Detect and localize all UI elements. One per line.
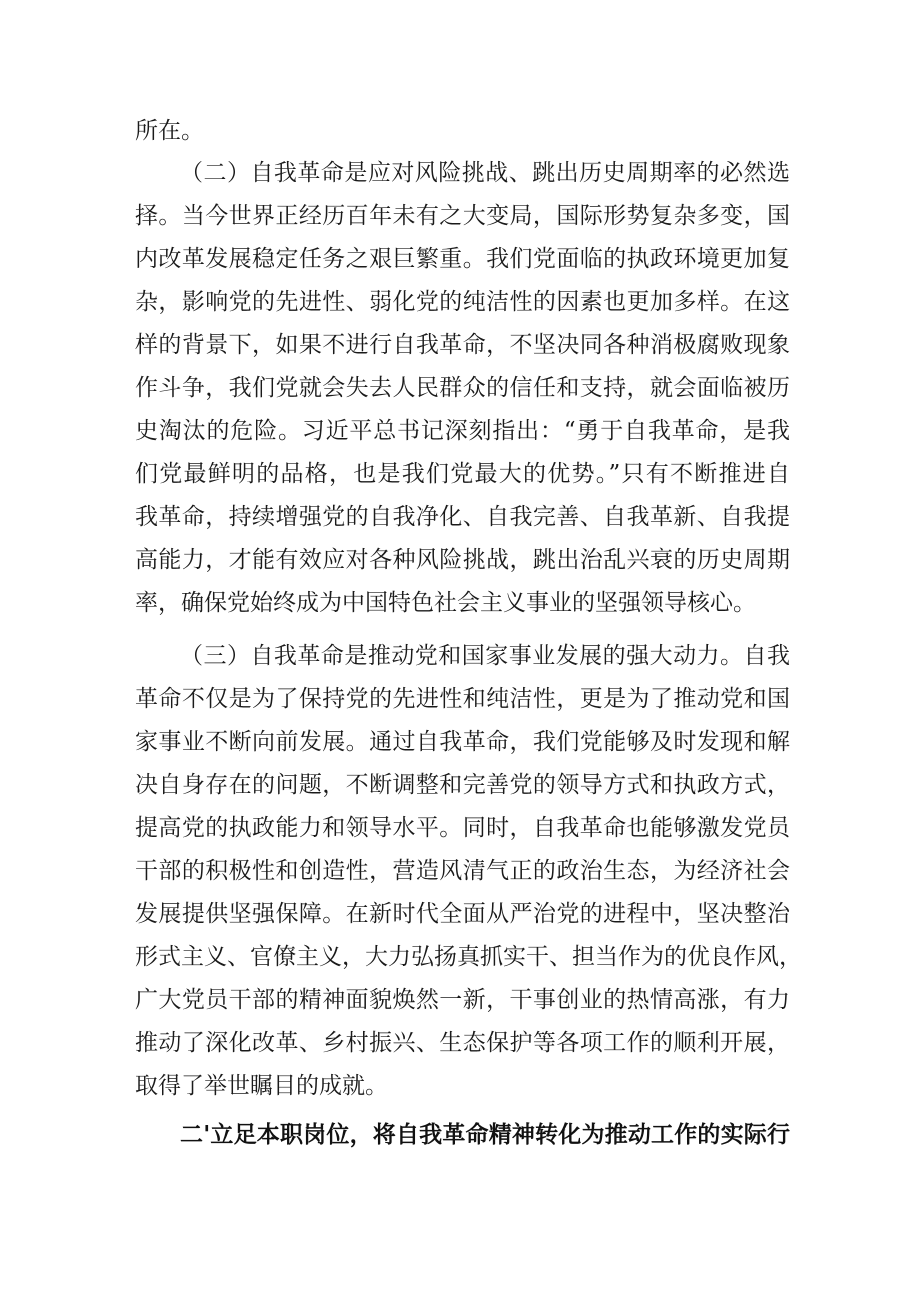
paragraph-line: 取得了举世瞩目的成就。: [135, 1073, 388, 1099]
paragraph-line: 推动了深化改革、乡村振兴、生态保护等各项工作的顺利开展，: [135, 1030, 790, 1056]
paragraph-line: 提高党的执政能力和领导水平。同时，自我革命也能够激发党员: [135, 815, 790, 841]
paragraph-line: 内改革发展稳定任务之艰巨繁重。我们党面临的执政环境更加复: [135, 246, 790, 272]
paragraph-line: 史淘汰的危险。习近平总书记深刻指出：“勇于自我革命，是我: [135, 418, 790, 444]
paragraph-line: 择。当今世界正经历百年未有之大变局，国际形势复杂多变，国: [135, 203, 790, 229]
paragraph-line: 率，确保党始终成为中国特色社会主义事业的坚强领导核心。: [135, 590, 756, 616]
paragraph-line: （二）自我革命是应对风险挑战、跳出历史周期率的必然选: [180, 160, 790, 186]
paragraph-line: 革命不仅是为了保持党的先进性和纯洁性，更是为了推动党和国: [135, 686, 790, 712]
paragraph-line: 广大党员干部的精神面貌焕然一新，干事创业的热情高涨，有力: [135, 987, 790, 1013]
paragraph-line: 高能力，才能有效应对各种风险挑战，跳出治乱兴衰的历史周期: [135, 547, 790, 573]
paragraph-line: 决自身存在的问题，不断调整和完善党的领导方式和执政方式，: [135, 772, 790, 798]
paragraph-line: 样的背景下，如果不进行自我革命，不坚决同各种消极腐败现象: [135, 332, 790, 358]
paragraph-line: 杂，影响党的先进性、弱化党的纯洁性的因素也更加多样。在这: [135, 289, 790, 315]
section-heading: 二'立足本职岗位，将自我革命精神转化为推动工作的实际行: [180, 1122, 790, 1148]
paragraph-line: 发展提供坚强保障。在新时代全面从严治党的进程中，坚决整治: [135, 901, 790, 927]
paragraph-line: 所在。: [135, 118, 204, 144]
paragraph-line: 我革命，持续增强党的自我净化、自我完善、自我革新、自我提: [135, 504, 790, 530]
paragraph-line: （三）自我革命是推动党和国家事业发展的强大动力。自我: [180, 643, 790, 669]
paragraph-line: 们党最鲜明的品格，也是我们党最大的优势。”只有不断推进自: [135, 461, 790, 487]
paragraph-line: 家事业不断向前发展。通过自我革命，我们党能够及时发现和解: [135, 729, 790, 755]
paragraph-line: 干部的积极性和创造性，营造风清气正的政治生态，为经济社会: [135, 858, 790, 884]
paragraph-line: 作斗争，我们党就会失去人民群众的信任和支持，就会面临被历: [135, 375, 790, 401]
paragraph-line: 形式主义、官僚主义，大力弘扬真抓实干、担当作为的优良作风，: [135, 944, 802, 970]
